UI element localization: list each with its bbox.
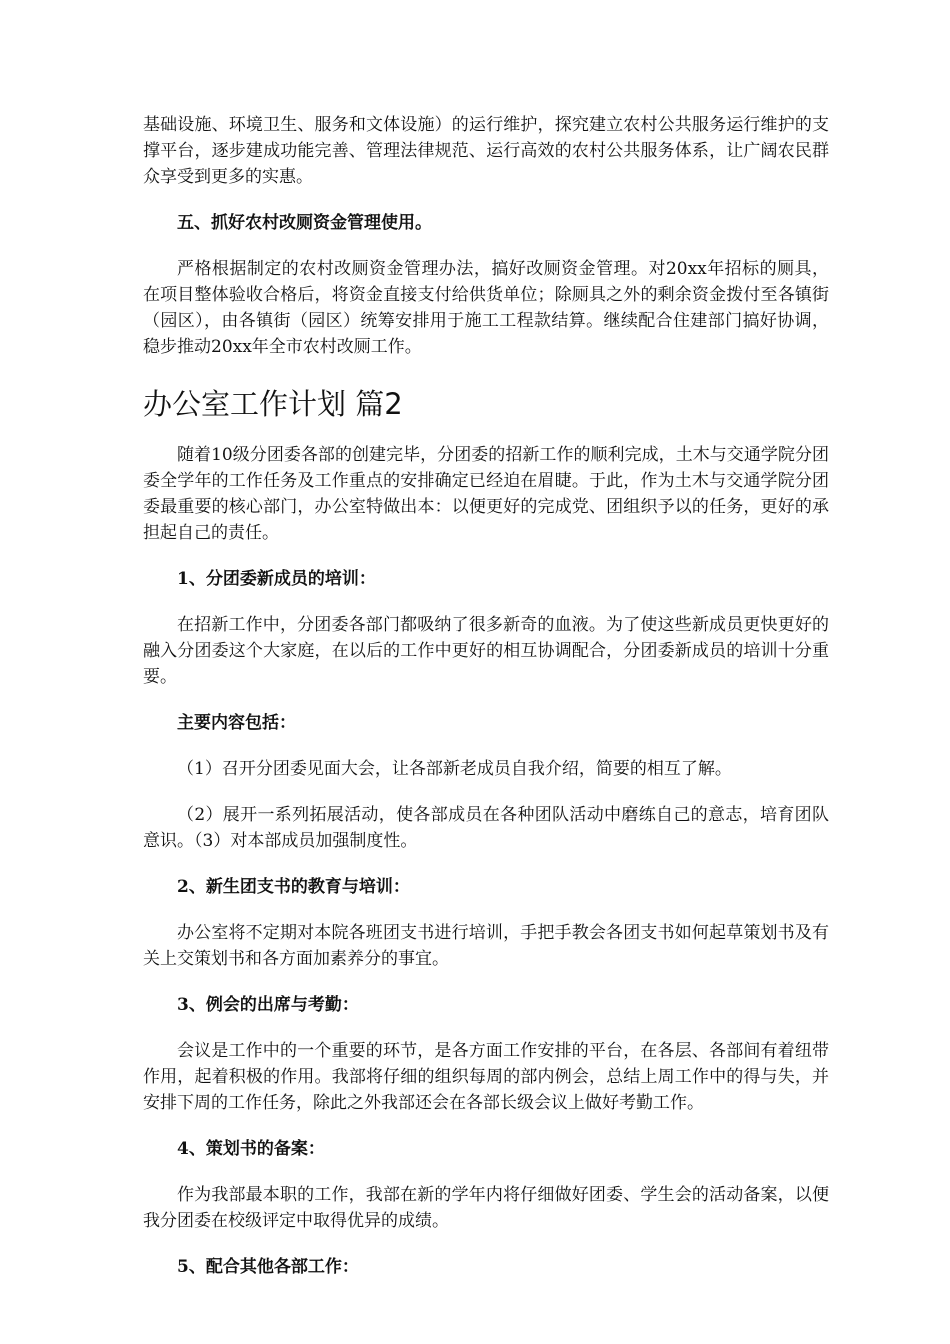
heading-item-4: 4、策划书的备案： xyxy=(177,1139,325,1159)
heading-item-1: 1、分团委新成员的培训： xyxy=(177,569,376,589)
paragraph-intro: 随着10级分团委各部的创建完毕，分团委的招新工作的顺利完成，土木与交通学院分团委全学年的工作任务及工作重点的安排确定已经迫在眉睫。于此，作为土木与交通学院分团委最重要的核心部门，办公室特做出本：以便更好的完成党、团组织予以的任务，更好的承担起自己的责任。 xyxy=(143,445,829,543)
heading-section-5: 五、抓好农村改厕资金管理使用。 xyxy=(177,213,432,233)
heading-item-2: 2、新生团支书的教育与培训： xyxy=(177,877,410,897)
paragraph-secretary-training: 办公室将不定期对本院各班团支书进行培训，手把手教会各团支书如何起草策划书及有关上交策划书和各方面加素养分的事宜。 xyxy=(143,923,829,969)
paragraph-filing: 作为我部最本职的工作，我部在新的学年内将仔细做好团委、学生会的活动备案，以便我分团委在校级评定中取得优异的成绩。 xyxy=(143,1185,829,1231)
list-item-2: （2）展开一系列拓展活动，使各部成员在各种团队活动中磨练自己的意志，培育团队意识。（3）对本部成员加强制度性。 xyxy=(143,805,829,851)
paragraph-rural-services: 基础设施、环境卫生、服务和文体设施）的运行维护，探究建立农村公共服务运行维护的支撑平台，逐步建成功能完善、管理法律规范、运行高效的农村公共服务体系，让广阔农民群众享受到更多的实惠。 xyxy=(143,115,829,187)
heading-main-content: 主要内容包括： xyxy=(177,713,296,733)
document-page xyxy=(143,112,829,1280)
list-item-1: （1）召开分团委见面大会，让各部新老成员自我介绍，简要的相互了解。 xyxy=(177,759,732,779)
heading-item-5: 5、配合其他各部工作： xyxy=(177,1257,359,1277)
paragraph-meetings: 会议是工作中的一个重要的环节，是各方面工作安排的平台，在各层、各部间有着纽带作用，起着积极的作用。我部将仔细的组织每周的部内例会，总结上周工作中的得与失，并安排下周的工作任务，除此之外我部还会在各部长级会议上做好考勤工作。 xyxy=(143,1041,829,1113)
paragraph-training: 在招新工作中，分团委各部门都吸纳了很多新奇的血液。为了使这些新成员更快更好的融入分团委这个大家庭，在以后的工作中更好的相互协调配合，分团委新成员的培训十分重要。 xyxy=(143,615,829,687)
section-title-plan-2: 办公室工作计划 篇2 xyxy=(143,387,403,421)
heading-item-3: 3、例会的出席与考勤： xyxy=(177,995,359,1015)
paragraph-toilet-funds: 严格根据制定的农村改厕资金管理办法，搞好改厕资金管理。对20xx年招标的厕具，在项目整体验收合格后，将资金直接支付给供货单位；除厕具之外的剩余资金拨付至各镇街（园区），由各镇街（园区）统筹安排用于施工工程款结算。继续配合住建部门搞好协调，稳步推动20xx年全市农村改厕工作。 xyxy=(143,259,829,357)
